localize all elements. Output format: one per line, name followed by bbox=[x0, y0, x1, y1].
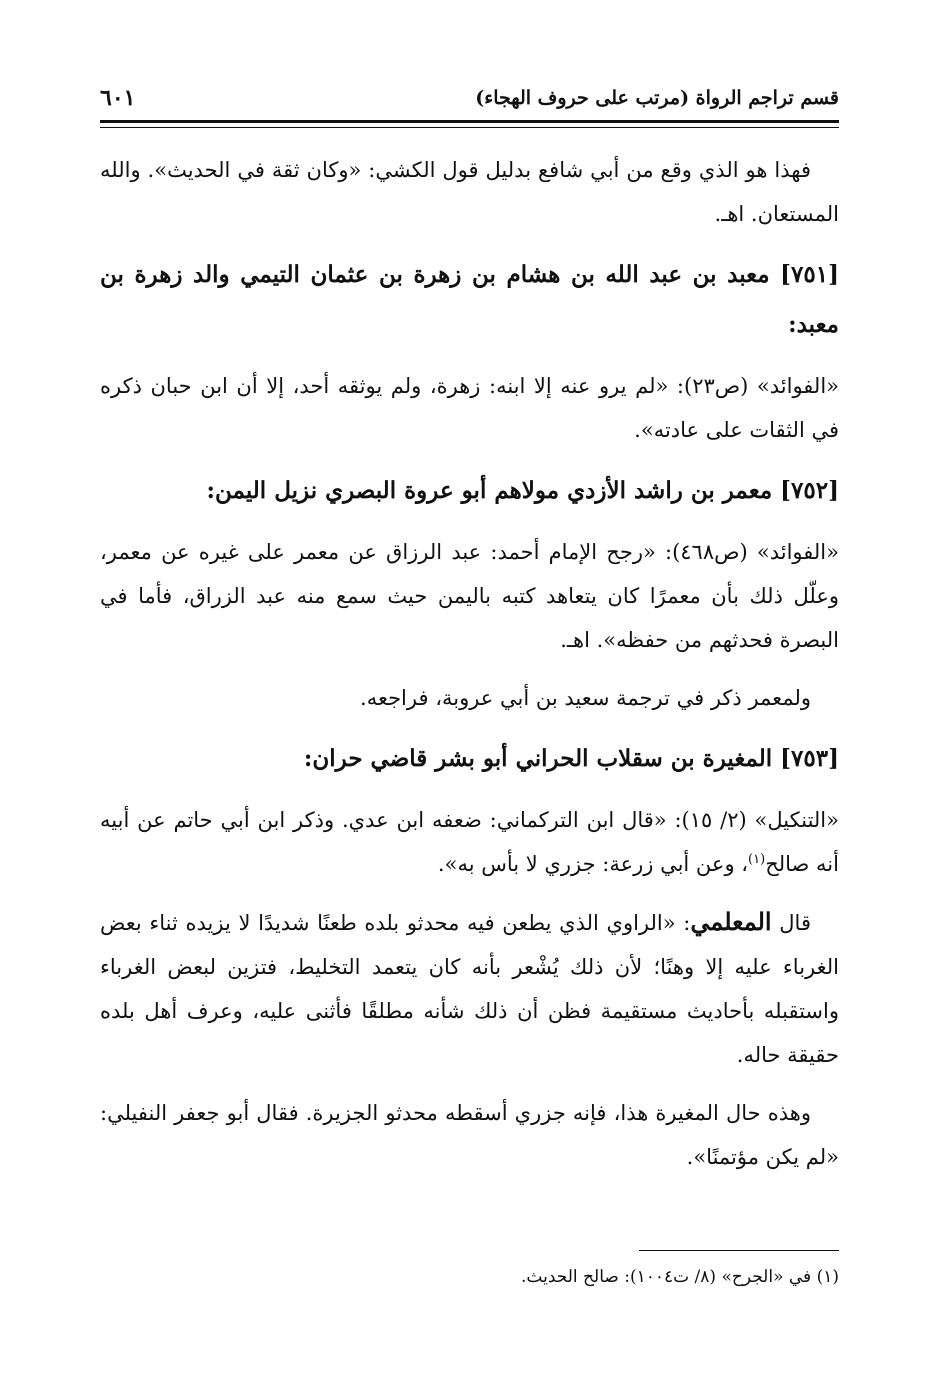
running-title: قسم تراجم الرواة (مرتب على حروف الهجاء) bbox=[475, 87, 839, 109]
page-number: ٦٠١ bbox=[100, 85, 136, 111]
entry-text-752: «الفوائد» (ص٤٦٨): «رجح الإمام أحمد: عبد الرزاق عن معمر على غيره عن معمر، وعلّل ذلك بأن معمرًا كان يتعاهد كتبه باليمن حيث سمع منه عبد الزراق، فأما في البصرة فحدثهم من حفظه». اهـ. bbox=[100, 540, 839, 652]
entry-heading-751: [٧٥١] معبد بن عبد الله بن هشام بن زهرة بن عثمان التيمي والد زهرة بن معبد: bbox=[100, 261, 839, 338]
comment-prefix: قال bbox=[779, 911, 811, 935]
entry-text-753-part-b: ، وعن أبي زرعة: جزري لا بأس به». bbox=[437, 852, 749, 876]
entry-note-752: ولمعمر ذكر في ترجمة سعيد بن أبي عروبة، فراجعه. bbox=[360, 686, 811, 710]
muallimi-comment bbox=[100, 900, 839, 1077]
header-rule-thick bbox=[100, 120, 839, 123]
page-header bbox=[100, 80, 839, 116]
entry-heading-753: [٧٥٣] المغيرة بن سقلاب الحراني أبو بشر قاضي حران: bbox=[303, 745, 839, 772]
entry-text-753-part-a: «التنكيل» (٢/ ١٥): «قال ابن التركماني: ضعفه ابن عدي. وذكر ابن أبي حاتم عن أبيه أنه صالح bbox=[100, 808, 839, 876]
muallimi-comment-continued: وهذه حال المغيرة هذا، فإنه جزري أسقطه محدثو الجزيرة. فقال أبو جعفر النفيلي: «لم يكن مؤتمنًا». bbox=[100, 1101, 839, 1169]
author-name: المعلمي bbox=[690, 907, 772, 936]
entry-heading-752: [٧٥٢] معمر بن راشد الأزدي مولاهم أبو عروة البصري نزيل اليمن: bbox=[206, 477, 839, 504]
entry-text-751: «الفوائد» (ص٢٣): «لم يرو عنه إلا ابنه: زهرة، ولم يوثقه أحد، إلا أن ابن حبان ذكره في الثقات على عادته». bbox=[100, 374, 839, 442]
footnote-reference: (١) bbox=[748, 852, 766, 867]
page-body bbox=[100, 148, 839, 1193]
footnote-separator bbox=[639, 1250, 839, 1251]
header-rule-thin bbox=[100, 127, 839, 128]
comment-text: : «الراوي الذي يطعن فيه محدثو بلده طعنًا شديدًا لا يزيده ثناء بعض الغرباء عليه إلا وهنًا؛ لأن ذلك يُشْعر بأنه كان يتعمد التخليط، فتزين لبعض الغرباء واستقبله بأحاديث مستقيمة فظن أن ذلك شأنه مطلقًا فأثنى عليه، وعرف أهل بلده حقيقة حاله. bbox=[100, 911, 839, 1067]
paragraph-continuation: فهذا هو الذي وقع من أبي شافع بدليل قول الكشي: «وكان ثقة في الحديث». والله المستعان. اهـ. bbox=[100, 158, 839, 226]
footnote: (١) في «الجرح» (٨/ ت١٠٠٤): صالح الحديث. bbox=[521, 1267, 839, 1287]
entry-text-753 bbox=[100, 798, 839, 886]
